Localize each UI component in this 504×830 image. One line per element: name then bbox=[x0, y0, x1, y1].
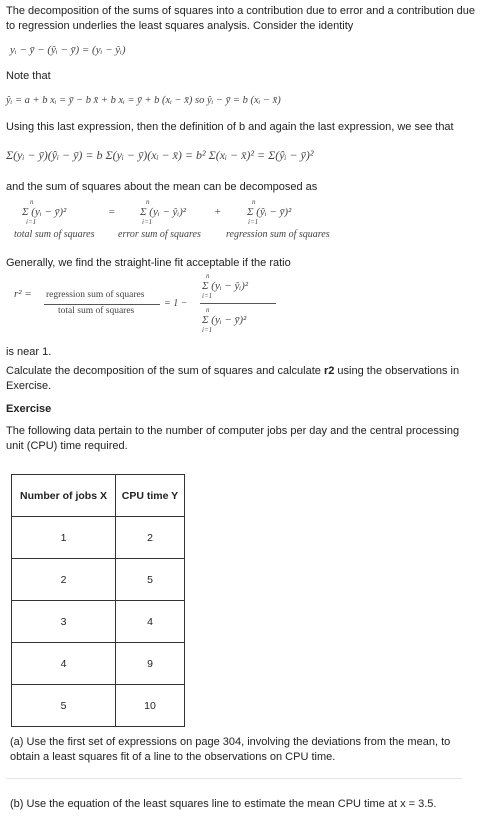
note-that-label: Note that bbox=[6, 70, 51, 82]
sum-upper-limit-2: n bbox=[146, 198, 150, 206]
sum-lower-limit-1: i=1 bbox=[26, 218, 37, 226]
ratio-numerator: regression sum of squares bbox=[46, 290, 145, 300]
ratio-equals-one-minus: = 1 − bbox=[164, 298, 188, 309]
cell-jobs: 3 bbox=[12, 601, 116, 643]
exercise-heading: Exercise bbox=[6, 403, 52, 415]
cell-jobs: 4 bbox=[12, 643, 116, 685]
r2-term: r2 bbox=[323, 365, 335, 377]
intro-paragraph: The decomposition of the sums of squares into a contribution due to error and a contribution due to regression underlies the least squares analysis. Consider the identity bbox=[6, 5, 476, 32]
divider bbox=[6, 778, 462, 779]
ratio-sum-lower-2: i=1 bbox=[202, 326, 213, 334]
table-row bbox=[12, 685, 185, 727]
equals-sign: = bbox=[108, 206, 116, 218]
ratio-sum-upper-1: n bbox=[206, 272, 210, 280]
cell-cpu-time: 2 bbox=[116, 517, 185, 559]
identity-equation: yᵢ − ȳ − (ŷᵢ − ȳ) = (yᵢ − ŷᵢ) bbox=[10, 44, 126, 56]
error-ss-label: error sum of squares bbox=[118, 229, 201, 240]
generally-paragraph: Generally, we find the straight-line fit acceptable if the ratio bbox=[6, 257, 291, 269]
regression-ss-term: Σ (ŷᵢ − ȳ)² bbox=[247, 206, 292, 218]
ratio-denominator: total sum of squares bbox=[58, 306, 135, 316]
table-row bbox=[12, 517, 185, 559]
data-table bbox=[11, 474, 185, 727]
ratio-total-term: Σ (yᵢ − ȳ)² bbox=[202, 314, 247, 326]
ratio-sum-upper-2: n bbox=[206, 306, 210, 314]
sum-lower-limit-3: i=1 bbox=[248, 218, 259, 226]
sum-upper-limit-3: n bbox=[252, 198, 256, 206]
error-ss-term: Σ (yᵢ − ŷᵢ)² bbox=[140, 206, 187, 218]
cell-jobs: 5 bbox=[12, 685, 116, 727]
total-ss-term: Σ (yᵢ − ȳ)² bbox=[22, 206, 67, 218]
using-paragraph: Using this last expression, then the definition of b and again the last expression, we see that bbox=[6, 121, 454, 133]
calculate-text-end: using the observations in Exercise. bbox=[6, 365, 460, 392]
calculate-text-start: Calculate the decomposition of the sum of squares and calculate bbox=[6, 365, 324, 377]
header-cpu-time: CPU time Y bbox=[116, 475, 185, 517]
sum-lower-limit-2: i=1 bbox=[142, 218, 153, 226]
exercise-paragraph: The following data pertain to the number of computer jobs per day and the central processing unit (CPU) time required. bbox=[6, 425, 460, 452]
cell-cpu-time: 5 bbox=[116, 559, 185, 601]
calculate-paragraph bbox=[6, 364, 476, 394]
ratio-fraction-bar bbox=[44, 304, 160, 305]
ratio-fraction-bar-2 bbox=[200, 303, 276, 304]
cell-cpu-time: 9 bbox=[116, 643, 185, 685]
table-header-row bbox=[12, 475, 185, 517]
part-a-text: (a) Use the first set of expressions on page 304, involving the deviations from the mean, to obtain a least squares fit of a line to the observations on CPU time. bbox=[10, 736, 451, 763]
ratio-error-term: Σ (yᵢ − ŷᵢ)² bbox=[202, 280, 249, 292]
decomposition-paragraph: and the sum of squares about the mean can be decomposed as bbox=[6, 181, 318, 193]
part-b-text: (b) Use the equation of the least squares line to estimate the mean CPU time at x = 3.5. bbox=[10, 798, 437, 810]
using-equation: Σ(yᵢ − ȳ)(ŷᵢ − ȳ) = b Σ(yᵢ − ȳ)(xᵢ − x̄) = b² Σ(xᵢ − x̄)² = Σ(ŷᵢ − ȳ)² bbox=[6, 148, 314, 162]
regression-ss-label: regression sum of squares bbox=[226, 229, 330, 240]
table-row bbox=[12, 559, 185, 601]
total-ss-label: total sum of squares bbox=[14, 229, 95, 240]
cell-jobs: 2 bbox=[12, 559, 116, 601]
r-squared-lhs: r² = bbox=[14, 288, 32, 300]
near-one-text: is near 1. bbox=[6, 346, 52, 358]
table-row bbox=[12, 601, 185, 643]
cell-jobs: 1 bbox=[12, 517, 116, 559]
sum-upper-limit-1: n bbox=[30, 198, 34, 206]
header-jobs: Number of jobs X bbox=[12, 475, 116, 517]
table-row bbox=[12, 643, 185, 685]
cell-cpu-time: 4 bbox=[116, 601, 185, 643]
cell-cpu-time: 10 bbox=[116, 685, 185, 727]
plus-sign: + bbox=[214, 206, 222, 218]
ratio-sum-lower-1: i=1 bbox=[202, 292, 213, 300]
note-equation: ŷᵢ = a + b xᵢ = ȳ − b x̄ + b xᵢ = ȳ + b (xᵢ − x̄) so ŷᵢ − ȳ = b (xᵢ − x̄) bbox=[6, 95, 281, 106]
